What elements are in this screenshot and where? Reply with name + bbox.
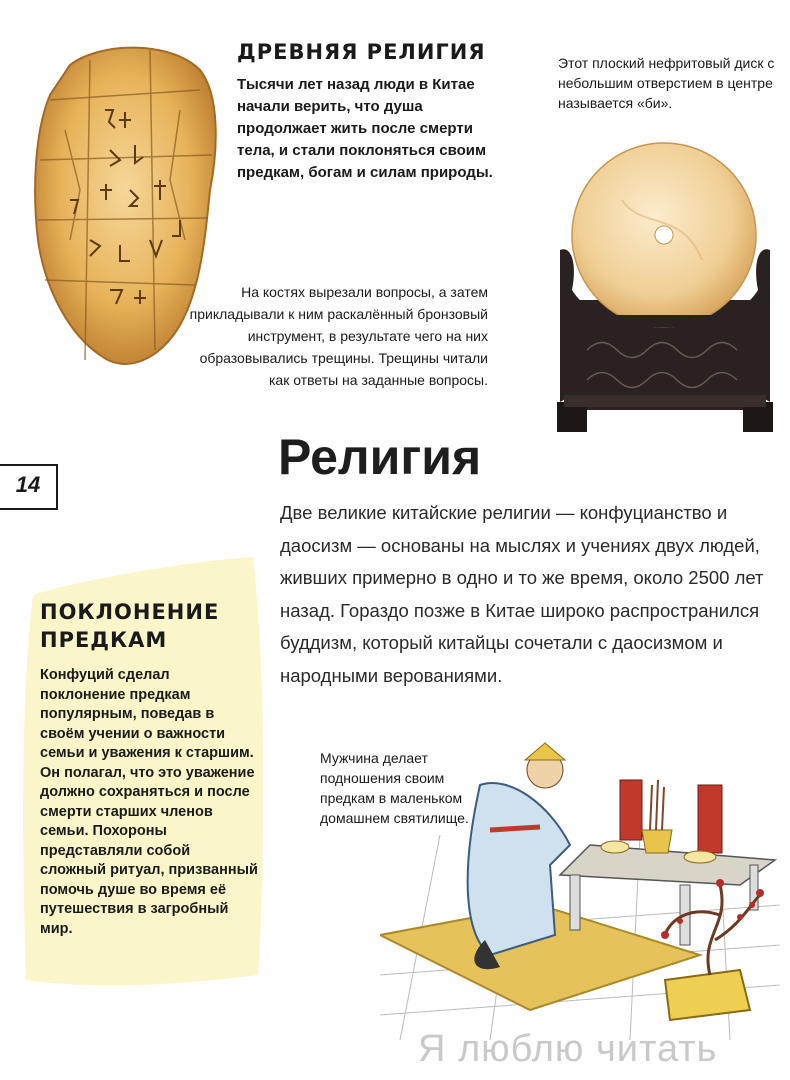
oracle-bones-caption: На костях вырезали вопросы, а затем прикладывали к ним раскалённый бронзовый инструмент, в результате чего на них образовывались трещины. Трещины читали как ответы на заданные вопросы. [189, 284, 488, 388]
ancestor-worship-title: ПОКЛОНЕНИЕ ПРЕДКАМ [40, 600, 220, 652]
ancient-religion-text: Тысячи лет назад люди в Китае начали верить, что душа продолжает жить после смерти тела, и стали поклоняться своим предкам, богам и силам природы. [237, 76, 493, 181]
religion-title: Религия [278, 429, 482, 485]
shrine-caption: Мужчина делает подношения своим предкам в маленьком домашнем святилище. [320, 750, 469, 826]
ancient-religion-title: ДРЕВНЯЯ РЕЛИГИЯ [237, 40, 486, 64]
religion-text: Две великие китайские религии — конфуцианство и даосизм — основаны на мыслях и учениях двух людей, живших примерно в одно и то же время, около 2500 лет назад. Гораздо позже в Китае широко распространился буддизм, который китайцы сочетали с даосизмом и народными верованиями. [280, 502, 764, 686]
page-number: 14 [15, 472, 41, 497]
ancestor-worship-text: Конфуций сделал поклонение предкам популярным, поведав в своём учении о важности семьи и уважения к старшим. Он полагал, что это уважение должно сохраняться и после смерти старших членов семьи. Похороны представляли собой сложный ритуал, призванный помочь душе во время её путешествия в загробный мир. [40, 667, 258, 937]
jade-disc-caption: Этот плоский нефритовый диск с небольшим отверстием в центре называется «би». [558, 55, 775, 111]
jade-disc-image [552, 140, 778, 435]
watermark: Я люблю читать [418, 1028, 718, 1070]
